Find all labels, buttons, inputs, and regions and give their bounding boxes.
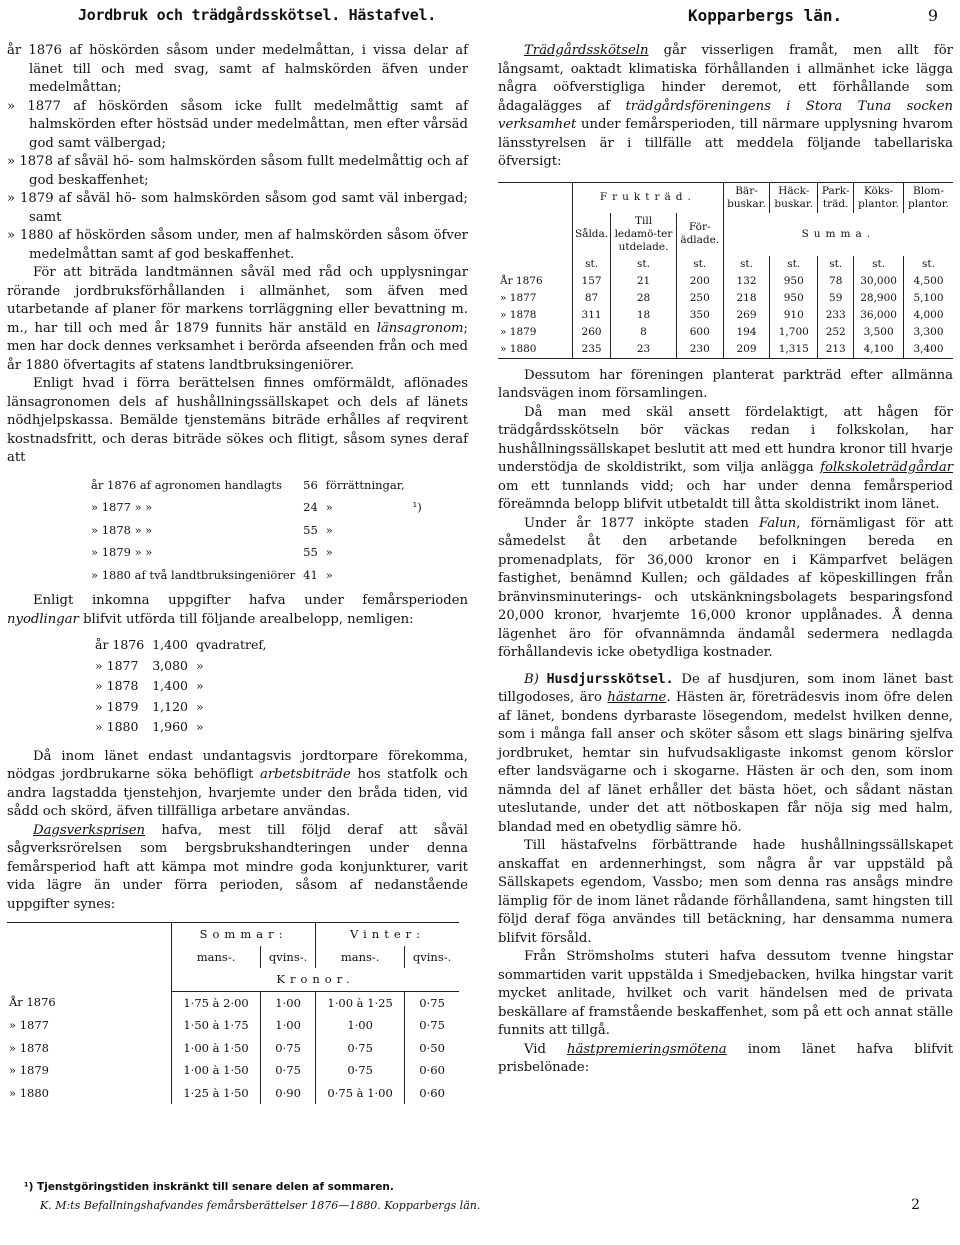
winter-men-cell: 0·75 <box>316 1037 405 1060</box>
footnote-ref <box>409 564 426 587</box>
paragraph: » 1880 af höskörden såsom under, men af halmskörden såsom öfver medelmåttan samt af god beskaffenhet. <box>7 228 468 262</box>
value-cell: 194 <box>723 324 770 341</box>
header-sold: Sålda. <box>573 213 611 256</box>
table-row <box>7 1059 459 1082</box>
value-cell: 350 <box>676 307 723 324</box>
paragraph: Dessutom har föreningen planterat parkträd efter allmänna landsvägen inom församlingen. <box>498 367 953 401</box>
unit-cell: st. <box>676 256 723 273</box>
count-cell: 55 <box>303 522 318 537</box>
summer-men-cell: 1·00 à 1·50 <box>172 1059 261 1082</box>
header-winter: Vinter: <box>316 923 459 946</box>
winter-women-cell: 0·75 <box>405 1014 459 1037</box>
section-heading: Husdjursskötsel. <box>546 671 674 687</box>
winter-women-cell: 0·60 <box>405 1082 459 1105</box>
paragraph: Trädgårdsskötseln går visserligen framåt, men allt för långsamt, oaktadt klimatiska förhållanden i allmänhet icke lägga några oöfverstigliga hinder deremot, ett förhållande som ådagalägges af trädgårdsföreningens i Stora Tuna socken verksamhet under femårsperioden, till närmare upplysning hvarom länsstyrelsen är i tillfälle att meddela följande tabellariska öfversigt: <box>498 43 953 169</box>
year-cell: År 1876 <box>500 274 543 287</box>
header-park-trees: Park-träd. <box>818 182 854 213</box>
value-cell: 230 <box>676 341 723 359</box>
year-cell: » 1877 <box>9 1018 49 1032</box>
paragraph: Under år 1877 inköpte staden Falun, förnämligast för att såmedelst åt den arbetande befolkningen bereda en promenadplats, för 36,000 kronor en i Kämparfvet belägen fastighet, benämnd Kullen; och gäldades af köpeskillingen från bränvinsminuterings- och utskänkningsbolagets besparingsfond 20,000 kronor, hvarjemte 16,000 kronor upplånades. Å denna lägenhet äro för ofvannämnda ändamål sedermera nedlagda förhållandevis icke obetydliga kostnader. <box>498 515 953 660</box>
year-cell: » 1880 <box>95 719 139 734</box>
year-cell: » 1880 <box>9 1085 49 1100</box>
value-cell: 4,500 <box>903 273 953 290</box>
paragraph: B) Husdjursskötsel. De af husdjuren, som inom länet bast tillgodoses, äro hästarne. Hästen är, företrädesvis inom öfre delen af länet, bondens dyrbaraste lösegendom, medelst hvilken denne, som i många fall anser och sköter såsom ett slags binäring sjelfva jordbruket, hemtar sin hufvudsakligaste inkomst genom körslor efter landsvägarne och i skogarne. Hästen är och den, som inom nämnda del af länet erhåller det bästa höet, och sådant nästan uteslutande, under det att nötboskapen får nöja sig med halm, blandad med en obetydlig sämre hö. <box>498 671 953 835</box>
value-cell: 4,000 <box>903 307 953 324</box>
summer-men-cell: 1·25 à 1·50 <box>172 1082 261 1105</box>
value-cell: 1,700 <box>770 324 818 341</box>
value-cell: 250 <box>676 290 723 307</box>
header-summer: Sommar: <box>172 923 316 946</box>
header-fruit-trees: Frukträd. <box>573 182 724 213</box>
table-row <box>91 676 271 697</box>
value-cell: 59 <box>818 290 854 307</box>
table-row <box>498 341 953 359</box>
year-cell: » 1880 af två landtbruksingeniörer <box>91 567 296 582</box>
table-row <box>87 496 426 519</box>
value-cell: 30,000 <box>854 273 904 290</box>
winter-men-cell: 1·00 <box>316 1014 405 1037</box>
paragraph: Dagsverksprisen hafva, mest till följd deraf att såväl sågverksrörelsen som bergsbrukshandteringen under denna femårsperiod haft att kämpa mot mindre goda konjunkturer, varit vida lägre än under förra perioden, såsom af nedanstående uppgifter synes: <box>7 822 468 912</box>
summer-women-cell: 1·00 <box>261 991 316 1014</box>
header-currency: Kronor. <box>172 968 460 991</box>
footnote-ref: ¹) <box>412 500 422 514</box>
paragraph: » 1878 af såväl hö- som halmskörden såsom fullt medelmåttig och af god beskaffenhet; <box>7 154 468 188</box>
year-cell: År 1876 <box>9 995 56 1010</box>
year-cell: » 1880 <box>500 342 537 355</box>
value-cell: 950 <box>770 290 818 307</box>
value-cell: 209 <box>723 341 770 359</box>
header-county: Kopparbergs län. <box>688 6 843 25</box>
header-kitchen-plants: Köks-plantor. <box>854 182 904 213</box>
footer-page-number: 2 <box>911 1197 920 1213</box>
header-total: Summa. <box>723 213 953 256</box>
summer-men-cell: 1·75 à 2·00 <box>172 991 261 1014</box>
unit-cell: st. <box>573 256 611 273</box>
paragraph: » 1877 af höskörden såsom icke fullt medelmåttig samt af halmskörden efter höstsäd under medelmåttan, men efter vårsäd god samt välbergad; <box>7 98 468 151</box>
day-wage-table <box>7 922 459 1104</box>
year-cell: » 1879 » » <box>91 545 153 559</box>
header-women: qvins-. <box>261 946 316 969</box>
footnote-ref <box>409 519 426 542</box>
value-cell: 311 <box>573 307 611 324</box>
agronomist-table <box>87 474 426 587</box>
paragraph: Enligt inkomna uppgifter hafva under femårsperioden nyodlingar blifvit utförda till följande arealbelopp, nemligen: <box>7 593 468 627</box>
value-cell: 1,960 <box>152 719 189 734</box>
table-row <box>498 324 953 341</box>
table-row <box>7 1014 459 1037</box>
table-row <box>91 717 271 738</box>
table-row <box>498 307 953 324</box>
value-cell: 4,100 <box>854 341 904 359</box>
table-row <box>87 541 426 564</box>
header-hedge-bushes: Häck-buskar. <box>770 182 818 213</box>
value-cell: 600 <box>676 324 723 341</box>
year-cell: » 1878 <box>9 1040 49 1055</box>
table-row <box>498 290 953 307</box>
summer-women-cell: 0·75 <box>261 1059 316 1082</box>
footnote-ref <box>409 541 426 564</box>
cultivation-table <box>91 635 271 738</box>
year-cell: » 1878 <box>500 308 537 321</box>
table-row <box>7 1037 459 1060</box>
table-row <box>87 564 426 587</box>
unit-cell: st. <box>723 256 770 273</box>
unit-cell: st. <box>854 256 904 273</box>
year-cell: » 1879 <box>95 698 139 714</box>
value-cell: 213 <box>818 341 854 359</box>
value-cell: 23 <box>611 341 677 359</box>
year-cell: år 1876 af agronomen handlagts <box>91 477 282 492</box>
value-cell: 78 <box>818 273 854 290</box>
value-cell: 8 <box>611 324 677 341</box>
winter-men-cell: 1·00 à 1·25 <box>316 991 405 1014</box>
empty-cell <box>498 256 573 273</box>
header-grafted: För-ädlade. <box>676 213 723 256</box>
count-cell: 56 <box>303 477 318 492</box>
footnote-ref <box>409 474 426 497</box>
value-cell: 132 <box>723 273 770 290</box>
value-cell: 87 <box>573 290 611 307</box>
value-cell: 3,080 <box>152 657 189 673</box>
unit-cell: st. <box>611 256 677 273</box>
summer-women-cell: 1·00 <box>261 1014 316 1037</box>
value-cell: 28,900 <box>854 290 904 307</box>
year-cell: » 1879 <box>500 325 537 338</box>
year-cell: » 1878 <box>95 678 139 693</box>
footnote: ¹) Tjenstgöringstiden inskränkt till senare delen af sommaren. <box>24 1181 394 1193</box>
header-section-title: Jordbruk och trädgårdsskötsel. Hästafvel. <box>78 6 436 24</box>
paragraph: Till hästafvelns förbättrande hade hushållningssällskapet anskaffat en ardennerhingst, som några år var uppstäld på Sällskapets egendom, Vassbo; men som denna ras ansågs mindre lämplig för de inom länet rådande förhållandena, samt hingsten till följd deraf föga användes till betäckning, har densamma numera blifvit försåld. <box>498 838 953 946</box>
header-men: mans-. <box>316 946 405 969</box>
winter-women-cell: 0·60 <box>405 1059 459 1082</box>
unit-cell: qvadratref, <box>196 637 267 652</box>
value-cell: 1,400 <box>152 637 189 652</box>
value-cell: 18 <box>611 307 677 324</box>
summer-men-cell: 1·00 à 1·50 <box>172 1037 261 1060</box>
paragraph: Enligt hvad i förra berättelsen finnes omförmäldt, aflönades länsagronomen dels af hushållningssällskapet och dels af länets nödhjelpskassa. Bemälde tjenstemäns biträde erhålles af reqvirent kostnadsfritt, och deras biträde sökes och flitigt, såsom synes deraf att <box>7 376 468 465</box>
page-footer: K. M:ts Befallningshafvandes femårsberättelser 1876—1880. Kopparbergs län. <box>40 1199 481 1212</box>
summer-women-cell: 0·90 <box>261 1082 316 1105</box>
value-cell: 1,400 <box>152 678 189 693</box>
value-cell: 5,100 <box>903 290 953 307</box>
unit-cell: » <box>196 657 204 673</box>
value-cell: 36,000 <box>854 307 904 324</box>
value-cell: 3,400 <box>903 341 953 359</box>
header-distributed: Till ledamö-ter utdelade. <box>611 213 677 256</box>
unit-cell: st. <box>903 256 953 273</box>
header-flower-plants: Blom-plantor. <box>903 182 953 213</box>
table-row <box>91 697 271 718</box>
table-row <box>7 991 459 1014</box>
header-men: mans-. <box>172 946 261 969</box>
table-row <box>91 635 271 656</box>
table-row <box>91 656 271 677</box>
unit-cell: » <box>196 698 204 714</box>
year-cell: » 1877 » » <box>91 500 153 514</box>
value-cell: 233 <box>818 307 854 324</box>
unit-cell: » <box>325 545 333 559</box>
paragraph: För att biträda landtmännen såväl med råd och upplysningar rörande jordbruksförhållanden i allmänhet, som äfven med utarbetande af planer för markens torrläggning eller bevattning m. m., har till och med år 1879 funnits här anstäld en länsagronom; men har dock dennes verksamhet i berörda afseenden från och med år 1880 öfvertagits af statens landtbruksingeniörer. <box>7 265 468 373</box>
count-cell: 41 <box>303 567 318 582</box>
value-cell: 235 <box>573 341 611 359</box>
unit-cell: st. <box>770 256 818 273</box>
page-header <box>8 6 946 28</box>
year-cell: » 1877 <box>500 291 537 304</box>
value-cell: 3,500 <box>854 324 904 341</box>
unit-cell: » <box>325 500 333 514</box>
value-cell: 157 <box>573 273 611 290</box>
header-page-number: 9 <box>927 6 938 25</box>
unit-cell: » <box>196 719 204 734</box>
value-cell: 950 <box>770 273 818 290</box>
table-row <box>498 273 953 290</box>
paragraph: Då man med skäl ansett fördelaktigt, att hågen för trädgårdsskötseln bör väckas redan i folkskolan, har hushållningssällskapet beslutit att med ett hundra kronor till hvarje understödja de skoldistrikt, som vilja anlägga folkskoleträdgårdar om ett tunnlands vidd; och har under denna femårsperiod föreämnda belopp blifvit utbetaldt till åtta skoldistrikt inom länet. <box>498 404 953 512</box>
value-cell: 218 <box>723 290 770 307</box>
count-cell: 55 <box>303 545 318 559</box>
table-row <box>87 519 426 542</box>
summer-men-cell: 1·50 à 1·75 <box>172 1014 261 1037</box>
right-column <box>498 42 953 1078</box>
header-berry-bushes: Bär-buskar. <box>723 182 770 213</box>
winter-men-cell: 0·75 à 1·00 <box>316 1082 405 1105</box>
left-column <box>7 42 468 1104</box>
value-cell: 28 <box>611 290 677 307</box>
garden-society-table <box>498 182 953 359</box>
summer-women-cell: 0·75 <box>261 1037 316 1060</box>
year-cell: » 1878 » » <box>91 522 153 537</box>
header-women: qvins-. <box>405 946 459 969</box>
year-cell: år 1876 <box>95 637 145 652</box>
table-row <box>7 1082 459 1105</box>
value-cell: 269 <box>723 307 770 324</box>
year-cell: » 1877 <box>95 657 139 673</box>
count-cell: 24 <box>303 500 318 514</box>
unit-cell: st. <box>818 256 854 273</box>
value-cell: 1,120 <box>152 698 189 714</box>
value-cell: 252 <box>818 324 854 341</box>
winter-women-cell: 0·50 <box>405 1037 459 1060</box>
table-row <box>87 474 426 497</box>
winter-men-cell: 0·75 <box>316 1059 405 1082</box>
unit-cell: » <box>325 522 333 537</box>
value-cell: 1,315 <box>770 341 818 359</box>
value-cell: 910 <box>770 307 818 324</box>
unit-cell: förrättningar, <box>325 477 405 492</box>
year-cell: » 1879 <box>9 1063 49 1077</box>
paragraph: år 1876 af höskörden såsom under medelmåttan, i vissa delar af länet till och med svag, samt af halmskörden äfven under medelmåttan; <box>7 43 468 95</box>
value-cell: 260 <box>573 324 611 341</box>
paragraph: Vid hästpremieringsmötena inom länet hafva blifvit prisbelönade: <box>498 1041 953 1075</box>
value-cell: 3,300 <box>903 324 953 341</box>
unit-cell: » <box>196 678 204 693</box>
paragraph: » 1879 af såväl hö- som halmskörden såsom god samt väl inbergad; samt <box>7 191 468 225</box>
unit-cell: » <box>325 567 333 582</box>
winter-women-cell: 0·75 <box>405 991 459 1014</box>
value-cell: 21 <box>611 273 677 290</box>
paragraph: Då inom länet endast undantagsvis jordtorpare förekomma, nödgas jordbrukarne söka behöfligt arbetsbiträde hos statfolk och andra lagstadda tjenstehjon, hvarjemte under den bråda tiden, vid sådd och skörd, äfven tillfälliga arbetare användas. <box>7 748 468 819</box>
value-cell: 200 <box>676 273 723 290</box>
paragraph: Från Strömsholms stuteri hafva dessutom tvenne hingstar sommartiden varit uppstälda i Smedjebacken, hvilka hingstar varit mycket anlitade, hvilket och varit händelsen med de privata beskällare af framstående beskaffenhet, som på ett och annat ställe funnits att tillgå. <box>498 949 953 1038</box>
